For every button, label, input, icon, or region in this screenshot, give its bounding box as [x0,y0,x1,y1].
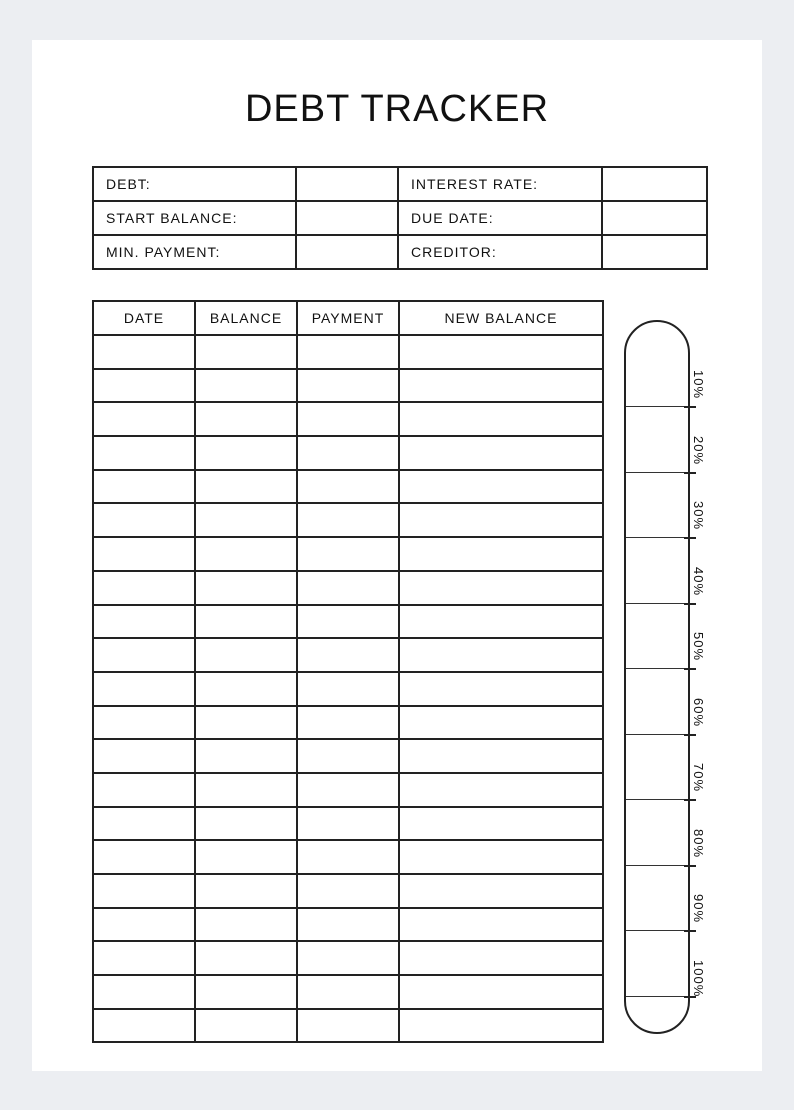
info-row [93,201,707,235]
table-row [93,739,603,773]
new-balance-cell[interactable] [399,436,603,470]
progress-label: 70% [691,763,706,793]
table-row [93,975,603,1009]
balance-cell[interactable] [195,908,297,942]
table-row [93,571,603,605]
payment-cell[interactable] [297,807,399,841]
payment-log-table [92,300,604,1043]
balance-cell[interactable] [195,739,297,773]
payment-cell[interactable] [297,706,399,740]
new-balance-cell[interactable] [399,503,603,537]
balance-cell[interactable] [195,773,297,807]
payment-cell[interactable] [297,941,399,975]
start-balance-field[interactable] [296,201,398,235]
progress-label: 60% [691,697,706,727]
date-cell[interactable] [93,672,195,706]
progress-label: 20% [691,435,706,465]
new-balance-cell[interactable] [399,908,603,942]
new-balance-cell[interactable] [399,571,603,605]
progress-divider [626,799,690,800]
progress-label: 10% [691,370,706,400]
table-row [93,638,603,672]
payment-cell[interactable] [297,605,399,639]
progress-label: 90% [691,894,706,924]
progress-divider [626,865,690,866]
progress-divider [626,668,690,669]
info-row [93,235,707,269]
date-cell[interactable] [93,638,195,672]
payment-cell[interactable] [297,773,399,807]
payment-cell[interactable] [297,874,399,908]
progress-label: 100% [691,959,706,997]
balance-cell[interactable] [195,470,297,504]
progress-tick [684,603,696,605]
interest-rate-field[interactable] [602,167,707,201]
date-cell[interactable] [93,571,195,605]
progress-tick [684,406,696,408]
payment-cell[interactable] [297,402,399,436]
new-balance-cell[interactable] [399,537,603,571]
table-row [93,706,603,740]
balance-cell[interactable] [195,706,297,740]
payment-cell[interactable] [297,503,399,537]
date-cell[interactable] [93,773,195,807]
balance-cell[interactable] [195,369,297,403]
new-balance-cell[interactable] [399,941,603,975]
progress-divider [626,406,690,407]
date-cell[interactable] [93,402,195,436]
date-cell[interactable] [93,436,195,470]
progress-divider [626,930,690,931]
due-date-field[interactable] [602,201,707,235]
table-row [93,908,603,942]
balance-cell[interactable] [195,638,297,672]
date-cell[interactable] [93,470,195,504]
table-row [93,335,603,369]
new-balance-cell[interactable] [399,739,603,773]
payment-cell[interactable] [297,908,399,942]
table-row [93,436,603,470]
min-payment-field[interactable] [296,235,398,269]
progress-tick [684,537,696,539]
progress-tick [684,799,696,801]
debt-label: DEBT: [93,167,296,201]
balance-cell[interactable] [195,941,297,975]
date-cell[interactable] [93,369,195,403]
date-cell[interactable] [93,503,195,537]
date-cell[interactable] [93,874,195,908]
date-cell[interactable] [93,706,195,740]
table-row [93,807,603,841]
balance-cell[interactable] [195,571,297,605]
date-cell[interactable] [93,975,195,1009]
balance-cell[interactable] [195,537,297,571]
info-row [93,167,707,201]
new-balance-cell[interactable] [399,706,603,740]
balance-column-header: BALANCE [195,301,297,335]
table-row [93,672,603,706]
progress-tick [684,668,696,670]
progress-divider [626,472,690,473]
log-body [93,335,603,1042]
progress-divider [626,537,690,538]
table-row [93,369,603,403]
payment-cell[interactable] [297,436,399,470]
balance-cell[interactable] [195,807,297,841]
balance-cell[interactable] [195,402,297,436]
balance-cell[interactable] [195,605,297,639]
table-row [93,402,603,436]
payment-cell[interactable] [297,638,399,672]
progress-label: 80% [691,828,706,858]
new-balance-cell[interactable] [399,1009,603,1043]
table-row [93,773,603,807]
due-date-label: DUE DATE: [398,201,602,235]
balance-cell[interactable] [195,874,297,908]
payment-cell[interactable] [297,975,399,1009]
interest-rate-label: INTEREST RATE: [398,167,602,201]
payoff-progress-thermometer [624,320,706,1034]
log-header-row [93,301,603,335]
progress-divider [626,996,690,997]
progress-label: 40% [691,566,706,596]
payment-cell[interactable] [297,571,399,605]
payment-cell[interactable] [297,672,399,706]
balance-cell[interactable] [195,335,297,369]
table-row [93,503,603,537]
new-balance-cell[interactable] [399,672,603,706]
creditor-label: CREDITOR: [398,235,602,269]
new-balance-column-header: NEW BALANCE [399,301,603,335]
date-cell[interactable] [93,537,195,571]
debt-field[interactable] [296,167,398,201]
progress-tick [684,734,696,736]
payment-cell[interactable] [297,840,399,874]
payment-cell[interactable] [297,369,399,403]
balance-cell[interactable] [195,436,297,470]
payment-cell[interactable] [297,470,399,504]
progress-label: 50% [691,632,706,662]
new-balance-cell[interactable] [399,335,603,369]
table-row [93,874,603,908]
progress-divider [626,603,690,604]
tracker-sheet [32,40,762,1071]
new-balance-cell[interactable] [399,874,603,908]
debt-info-table [92,166,708,270]
table-row [93,470,603,504]
balance-cell[interactable] [195,1009,297,1043]
table-row [93,1009,603,1043]
new-balance-cell[interactable] [399,470,603,504]
table-row [93,537,603,571]
table-row [93,840,603,874]
balance-cell[interactable] [195,503,297,537]
progress-divider [626,734,690,735]
date-cell[interactable] [93,605,195,639]
creditor-field[interactable] [602,235,707,269]
start-balance-label: START BALANCE: [93,201,296,235]
new-balance-cell[interactable] [399,605,603,639]
progress-label: 30% [691,501,706,531]
date-cell[interactable] [93,335,195,369]
date-cell[interactable] [93,840,195,874]
balance-cell[interactable] [195,975,297,1009]
progress-tick [684,865,696,867]
new-balance-cell[interactable] [399,638,603,672]
payment-cell[interactable] [297,335,399,369]
payment-column-header: PAYMENT [297,301,399,335]
table-row [93,605,603,639]
new-balance-cell[interactable] [399,402,603,436]
date-cell[interactable] [93,1009,195,1043]
date-cell[interactable] [93,908,195,942]
new-balance-cell[interactable] [399,773,603,807]
balance-cell[interactable] [195,672,297,706]
payment-cell[interactable] [297,537,399,571]
page-title: DEBT TRACKER [244,88,550,130]
date-cell[interactable] [93,739,195,773]
date-cell[interactable] [93,941,195,975]
payment-cell[interactable] [297,1009,399,1043]
progress-tick [684,472,696,474]
new-balance-cell[interactable] [399,975,603,1009]
payment-cell[interactable] [297,739,399,773]
date-cell[interactable] [93,807,195,841]
new-balance-cell[interactable] [399,840,603,874]
new-balance-cell[interactable] [399,807,603,841]
progress-tick [684,930,696,932]
table-row [93,941,603,975]
balance-cell[interactable] [195,840,297,874]
min-payment-label: MIN. PAYMENT: [93,235,296,269]
date-column-header: DATE [93,301,195,335]
new-balance-cell[interactable] [399,369,603,403]
